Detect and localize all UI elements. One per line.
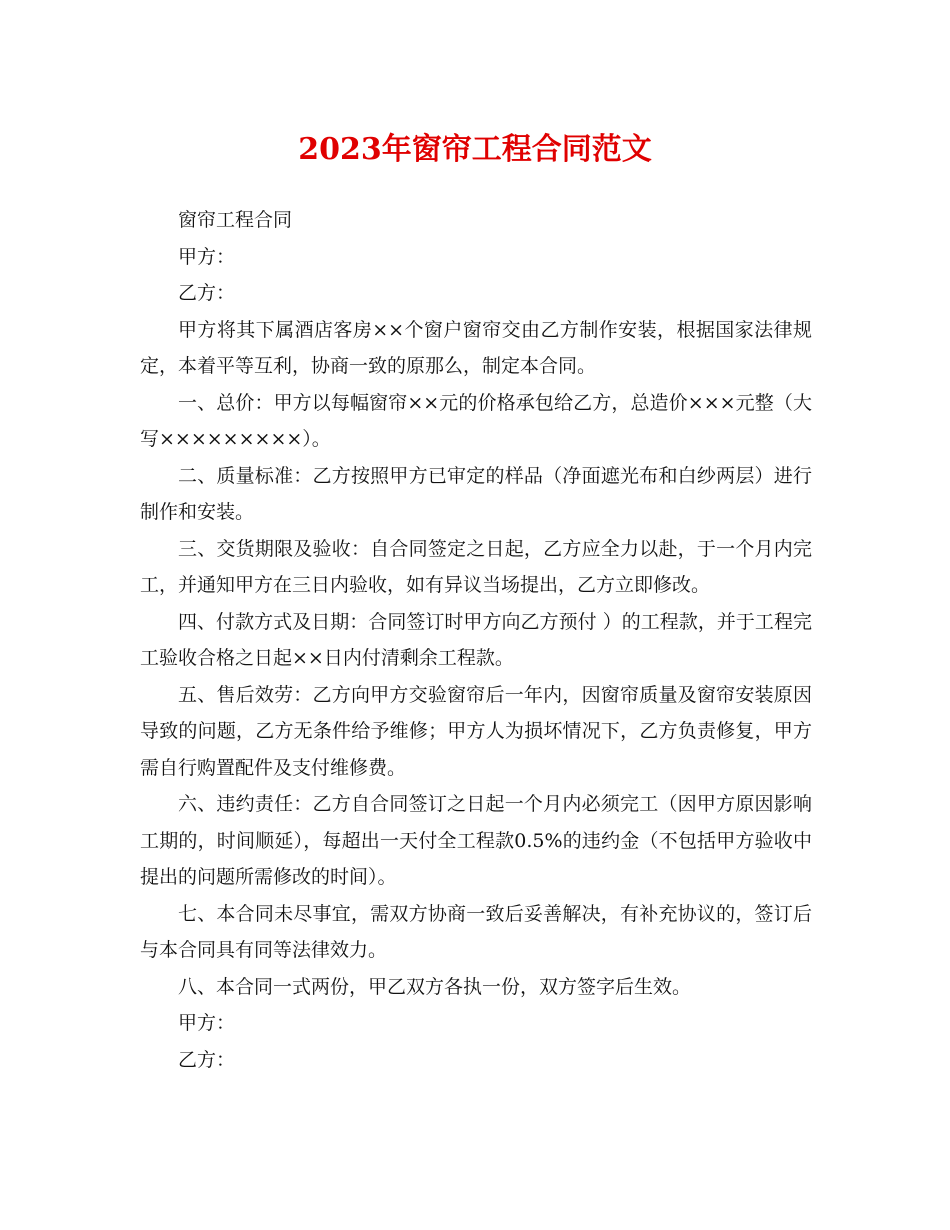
party-b-label: 乙方： [178,282,236,304]
clause-breach: 六、违约责任：乙方自合同签订之日起一个月内必须完工（因甲方原因影响工期的，时间顺延），每超出一天付全工程款0.5%的违约金（不包括甲方验收中提出的问题所需修改的时间）。 [140,793,812,888]
clause-total-price: 一、总价：甲方以每幅窗帘××元的价格承包给乙方，总造价×××元整（大写×××××××××）。 [140,391,812,450]
clause-delivery-acceptance: 三、交货期限及验收：自合同签定之日起，乙方应全力以赴，于一个月内完工，并通知甲方在三日内验收，如有异议当场提出，乙方立即修改。 [140,537,812,596]
clause-payment: 四、付款方式及日期：合同签订时甲方向乙方预付 ）的工程款，并于工程完工验收合格之日起××日内付清剩余工程款。 [140,610,812,669]
clause-quality-standard: 二、质量标准：乙方按照甲方已审定的样品（净面遮光布和白纱两层）进行制作和安装。 [140,464,812,523]
signature-party-b: 乙方： [178,1048,236,1071]
contract-heading: 窗帘工程合同 [178,209,293,231]
document-body [140,202,812,1078]
preamble-paragraph: 甲方将其下属酒店客房××个窗户窗帘交由乙方制作安装，根据国家法律规定，本着平等互利，协商一致的原那么，制定本合同。 [140,318,812,377]
clause-after-sales: 五、售后效劳：乙方向甲方交验窗帘后一年内，因窗帘质量及窗帘安装原因导致的问题，乙方无条件给予维修；甲方人为损坏情况下，乙方负责修复，甲方需自行购置配件及支付维修费。 [140,683,812,779]
party-a-label: 甲方： [178,245,236,268]
signature-party-a: 甲方： [178,1012,236,1034]
document-title: 2023年窗帘工程合同范文 [298,132,652,167]
clause-copies: 八、本合同一式两份，甲乙双方各执一份，双方签字后生效。 [178,975,692,998]
clause-supplementary: 七、本合同未尽事宜，需双方协商一致后妥善解决，有补充协议的，签订后与本合同具有同等法律效力。 [140,902,812,961]
